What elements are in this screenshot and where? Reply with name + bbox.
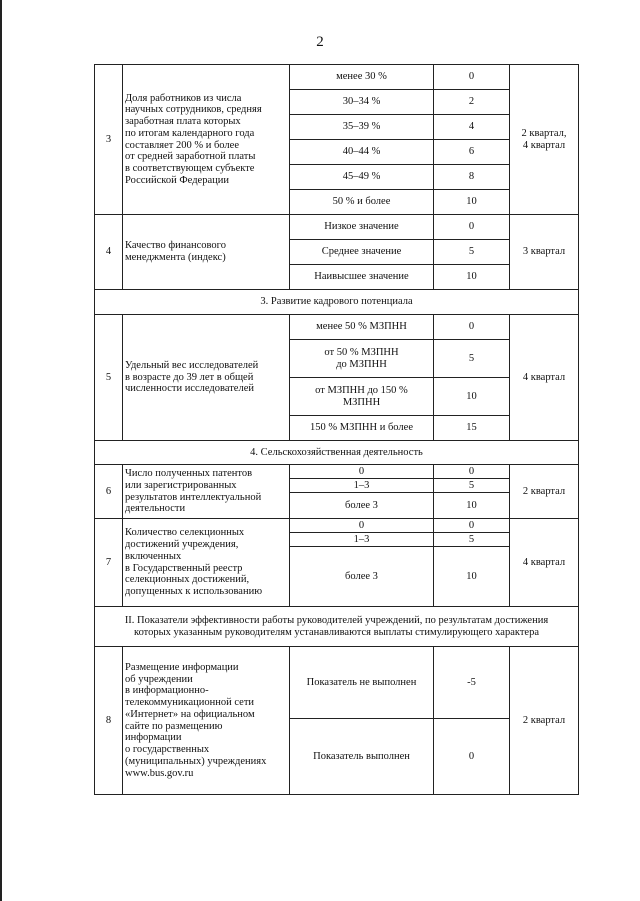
condition-cell: 45–49 % <box>290 165 434 190</box>
desc-line: результатов интеллектуальной <box>125 491 262 503</box>
score-cell: 10 <box>434 547 510 607</box>
condition-cell: 1–3 <box>290 479 434 493</box>
desc-line: сайте по размещению <box>125 720 223 732</box>
score-cell: 4 <box>434 115 510 140</box>
indicator-description <box>123 215 290 290</box>
table-row <box>95 290 579 315</box>
section-header: 4. Сельскохозяйственная деятельность <box>95 441 579 465</box>
score-cell: 10 <box>434 378 510 416</box>
desc-line: Российской Федерации <box>125 174 229 186</box>
condition-cell: 30–34 % <box>290 90 434 115</box>
desc-line: от средней заработной платы <box>125 151 256 163</box>
score-cell: -5 <box>434 647 510 719</box>
desc-line: Количество селекционных <box>125 527 245 539</box>
condition-cell <box>290 315 434 340</box>
desc-line: численности исследователей <box>125 383 254 395</box>
desc-line: менеджмента (индекс) <box>125 252 226 263</box>
condition-cell: Наивысшее значение <box>290 265 434 290</box>
table-row <box>95 315 579 340</box>
desc-line: деятельности <box>125 503 186 515</box>
condition-cell: Показатель не выполнен <box>290 647 434 719</box>
desc-line: заработная плата которых <box>125 116 241 127</box>
period-cell <box>510 65 579 215</box>
score-cell: 10 <box>434 265 510 290</box>
desc-line: в возрасте до 39 лет в общей <box>125 371 254 383</box>
row-number: 4 <box>95 215 123 290</box>
section-line: II. Показатели эффективности работы руководителей учреждений, по результатам достижения <box>124 614 549 626</box>
period-cell: 3 квартал <box>510 215 579 290</box>
condition-cell: Среднее значение <box>290 240 434 265</box>
condition-cell <box>290 378 434 416</box>
score-cell: 0 <box>434 215 510 240</box>
score-cell: 6 <box>434 140 510 165</box>
row-number: 6 <box>95 465 123 519</box>
indicators-table <box>94 64 579 795</box>
score-cell: 10 <box>434 190 510 215</box>
desc-line: (муниципальных) учреждениях <box>125 755 267 767</box>
period-line: 4 квартал <box>522 139 566 151</box>
row-number: 5 <box>95 315 123 441</box>
condition-line: от МЗПНН до 150 % <box>315 384 408 396</box>
desc-line: Удельный вес исследователей <box>125 359 259 371</box>
desc-line: информации <box>125 732 182 744</box>
condition-cell <box>290 416 434 441</box>
condition-line: менее 50 % МЗПНН <box>316 321 407 333</box>
score-cell: 5 <box>434 479 510 493</box>
desc-line: составляет 200 % и более <box>125 139 239 151</box>
score-cell: 0 <box>434 315 510 340</box>
desc-line: по итогам календарного года <box>125 127 255 139</box>
desc-line: «Интернет» на официальном <box>125 708 255 720</box>
indicator-description <box>123 647 290 795</box>
table-row <box>95 647 579 719</box>
condition-cell: Показатель выполнен <box>290 719 434 795</box>
condition-line: 150 % МЗПНН и более <box>310 422 413 434</box>
desc-line: или зарегистрированных <box>125 479 237 491</box>
indicator-description <box>123 65 290 215</box>
section-header <box>95 607 579 647</box>
desc-line: достижений учреждения, <box>125 539 239 550</box>
condition-cell: 40–44 % <box>290 140 434 165</box>
condition-cell: Низкое значение <box>290 215 434 240</box>
table-row <box>95 215 579 240</box>
condition-line: МЗПНН <box>342 396 381 408</box>
score-cell: 0 <box>434 465 510 479</box>
desc-line: селекционных достижений, <box>125 574 250 586</box>
score-cell: 2 <box>434 90 510 115</box>
condition-line: до МЗПНН <box>336 358 387 370</box>
condition-cell: более 3 <box>290 547 434 607</box>
period-cell: 4 квартал <box>510 315 579 441</box>
section-header: 3. Развитие кадрового потенциала <box>95 290 579 315</box>
period-cell: 4 квартал <box>510 519 579 607</box>
score-cell: 8 <box>434 165 510 190</box>
score-cell: 10 <box>434 493 510 519</box>
condition-cell: 35–39 % <box>290 115 434 140</box>
table-row <box>95 465 579 479</box>
condition-cell: 1–3 <box>290 533 434 547</box>
table-row <box>95 441 579 465</box>
desc-line: Размещение информации <box>125 661 239 673</box>
score-cell: 5 <box>434 533 510 547</box>
period-cell: 2 квартал <box>510 465 579 519</box>
desc-line: телекоммуникационной сети <box>125 697 255 708</box>
desc-line: научных сотрудников, средняя <box>125 104 262 116</box>
condition-line: от 50 % МЗПНН <box>324 346 399 358</box>
page-left-edge <box>0 0 2 901</box>
row-number: 7 <box>95 519 123 607</box>
desc-line: в Государственный реестр <box>125 562 243 574</box>
score-cell: 5 <box>434 240 510 265</box>
score-cell: 0 <box>434 719 510 795</box>
condition-cell: 50 % и более <box>290 190 434 215</box>
row-number: 3 <box>95 65 123 215</box>
desc-line: Качество финансового <box>125 240 226 252</box>
desc-line: допущенных к использованию <box>125 586 263 597</box>
indicator-description <box>123 519 290 607</box>
condition-cell: менее 30 % <box>290 65 434 90</box>
page-number: 2 <box>316 34 324 50</box>
score-cell: 5 <box>434 340 510 378</box>
row-number: 8 <box>95 647 123 795</box>
desc-line: об учреждении <box>125 673 193 685</box>
desc-line: о государственных <box>125 744 210 755</box>
desc-line: включенных <box>125 550 182 562</box>
indicator-description <box>123 465 290 519</box>
indicator-description <box>123 315 290 441</box>
desc-line: в соответствующем субъекте <box>125 163 255 174</box>
period-cell: 2 квартал <box>510 647 579 795</box>
table-row <box>95 519 579 533</box>
score-cell: 15 <box>434 416 510 441</box>
table-row <box>95 65 579 90</box>
condition-cell: 0 <box>290 465 434 479</box>
condition-cell: более 3 <box>290 493 434 519</box>
desc-line: в информационно- <box>125 685 209 697</box>
desc-line: Число полученных патентов <box>125 468 253 479</box>
desc-line: www.bus.gov.ru <box>125 767 194 779</box>
score-cell: 0 <box>434 519 510 533</box>
desc-line: Доля работников из числа <box>125 92 242 104</box>
condition-cell <box>290 340 434 378</box>
condition-cell: 0 <box>290 519 434 533</box>
section-line: которых указанным руководителям устанавливаются выплаты стимулирующего характера <box>134 626 539 638</box>
period-line: 2 квартал, <box>521 127 567 139</box>
score-cell: 0 <box>434 65 510 90</box>
table-row <box>95 607 579 647</box>
